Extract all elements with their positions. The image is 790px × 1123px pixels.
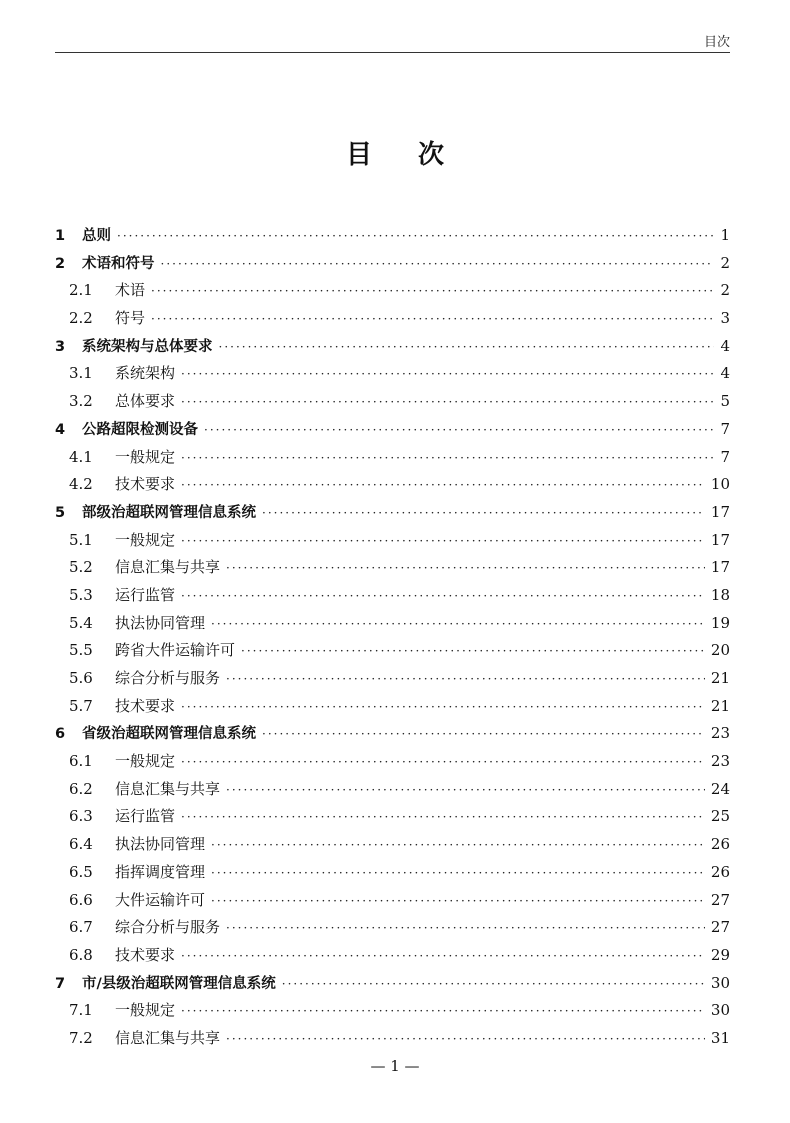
toc-entry-number: 7 <box>55 975 66 992</box>
dot-leader <box>181 528 705 556</box>
toc-entry-page: 25 <box>710 807 730 826</box>
toc-entry-page: 19 <box>710 613 730 632</box>
toc-entry-title: 信息汇集与共享 <box>115 1028 221 1047</box>
dot-leader <box>181 445 714 473</box>
toc-entry-title: 一般规定 <box>115 752 176 771</box>
toc-entry-page: 7 <box>720 447 730 466</box>
table-of-contents <box>55 222 730 1053</box>
toc-section-entry[interactable] <box>55 665 730 693</box>
dot-leader <box>204 417 714 445</box>
toc-section-entry[interactable] <box>55 527 730 555</box>
dot-leader <box>181 694 705 722</box>
toc-entry-title: 执法协同管理 <box>115 835 206 854</box>
toc-entry-number: 4 <box>55 421 66 438</box>
toc-entry-title: 一般规定 <box>115 530 176 549</box>
toc-entry-number: 3 <box>55 338 66 355</box>
toc-section-entry[interactable] <box>55 471 730 499</box>
toc-chapter-entry[interactable] <box>55 970 730 998</box>
toc-entry-title: 指挥调度管理 <box>115 862 206 881</box>
toc-entry-page: 23 <box>710 724 730 743</box>
toc-entry-page: 20 <box>710 641 730 660</box>
toc-section-entry[interactable] <box>55 887 730 915</box>
toc-entry-number: 4.1 <box>69 447 93 466</box>
dot-leader <box>282 971 705 999</box>
dot-leader <box>161 251 715 279</box>
toc-entry-page: 21 <box>710 696 730 715</box>
toc-entry-number: 6.5 <box>69 862 93 881</box>
toc-entry-number: 4.2 <box>69 475 93 494</box>
toc-entry-number: 5.7 <box>69 696 93 715</box>
dot-leader <box>226 555 705 583</box>
toc-entry-title: 公路超限检测设备 <box>82 421 198 438</box>
toc-entry-page: 27 <box>710 890 730 909</box>
toc-entry-page: 26 <box>710 835 730 854</box>
toc-entry-number: 5.6 <box>69 669 93 687</box>
dot-leader <box>181 943 705 971</box>
toc-entry-number: 2.2 <box>69 309 93 328</box>
dot-leader <box>211 611 705 639</box>
toc-entry-page: 17 <box>710 502 730 521</box>
toc-section-entry[interactable] <box>55 997 730 1025</box>
toc-chapter-entry[interactable] <box>55 720 730 748</box>
toc-entry-number: 5.1 <box>69 530 93 549</box>
toc-entry-page: 30 <box>710 1001 730 1020</box>
toc-entry-title: 术语 <box>115 281 146 300</box>
toc-section-entry[interactable] <box>55 277 730 305</box>
dot-leader <box>181 389 714 417</box>
dot-leader <box>151 306 714 334</box>
toc-section-entry[interactable] <box>55 610 730 638</box>
toc-entry-number: 1 <box>55 228 66 244</box>
toc-entry-page: 21 <box>710 669 730 687</box>
dot-leader <box>211 860 705 888</box>
toc-entry-title: 系统架构 <box>115 364 176 383</box>
toc-entry-page: 29 <box>710 945 730 964</box>
toc-entry-page: 5 <box>720 392 730 411</box>
dot-leader <box>181 583 705 611</box>
dot-leader <box>262 721 705 749</box>
toc-section-entry[interactable] <box>55 360 730 388</box>
toc-entry-page: 4 <box>720 336 730 355</box>
dot-leader <box>211 832 705 860</box>
page-number: — 1 — <box>370 1057 420 1075</box>
toc-section-entry[interactable] <box>55 444 730 472</box>
toc-entry-number: 5 <box>55 504 66 521</box>
toc-entry-title: 市/县级治超联网管理信息系统 <box>82 975 276 992</box>
toc-section-entry[interactable] <box>55 914 730 942</box>
toc-entry-title: 运行监管 <box>115 585 176 604</box>
toc-section-entry[interactable] <box>55 1025 730 1053</box>
dot-leader <box>181 998 705 1026</box>
toc-chapter-entry[interactable] <box>55 416 730 444</box>
toc-section-entry[interactable] <box>55 305 730 333</box>
toc-entry-number: 6.8 <box>69 945 93 964</box>
toc-entry-number: 3.2 <box>69 392 93 411</box>
toc-entry-page: 10 <box>710 475 730 494</box>
toc-entry-title: 符号 <box>115 309 146 328</box>
toc-entry-number: 6.4 <box>69 835 93 854</box>
toc-entry-title: 技术要求 <box>115 475 176 494</box>
dot-leader <box>226 777 705 805</box>
toc-section-entry[interactable] <box>55 582 730 610</box>
toc-entry-page: 31 <box>710 1028 730 1047</box>
toc-entry-title: 跨省大件运输许可 <box>115 641 236 660</box>
toc-entry-page: 26 <box>710 862 730 881</box>
dot-leader <box>151 278 714 306</box>
toc-entry-title: 系统架构与总体要求 <box>82 338 213 355</box>
toc-entry-number: 6.3 <box>69 807 93 826</box>
toc-entry-page: 17 <box>710 558 730 577</box>
header-rule <box>55 52 730 53</box>
toc-entry-title: 总体要求 <box>115 392 176 411</box>
toc-entry-number: 2.1 <box>69 281 93 300</box>
dot-leader <box>181 749 705 777</box>
toc-entry-number: 5.2 <box>69 558 93 577</box>
toc-section-entry[interactable] <box>55 637 730 665</box>
toc-entry-title: 综合分析与服务 <box>115 918 221 937</box>
dot-leader <box>181 361 714 389</box>
page-title: 目次 <box>345 140 490 170</box>
toc-section-entry[interactable] <box>55 831 730 859</box>
toc-chapter-entry[interactable] <box>55 333 730 361</box>
toc-entry-page: 17 <box>710 530 730 549</box>
dot-leader <box>219 334 715 362</box>
toc-entry-number: 6.2 <box>69 779 93 798</box>
running-header: 目次 <box>703 35 730 50</box>
dot-leader <box>226 666 705 694</box>
toc-entry-number: 6 <box>55 726 66 743</box>
toc-entry-title: 执法协同管理 <box>115 613 206 632</box>
toc-entry-page: 2 <box>720 253 730 272</box>
toc-chapter-entry[interactable] <box>55 250 730 278</box>
toc-entry-number: 7.2 <box>69 1028 93 1047</box>
toc-entry-title: 一般规定 <box>115 1001 176 1020</box>
toc-entry-page: 2 <box>720 281 730 300</box>
toc-entry-page: 23 <box>710 752 730 771</box>
toc-section-entry[interactable] <box>55 776 730 804</box>
dot-leader <box>226 1026 705 1054</box>
toc-chapter-entry[interactable] <box>55 499 730 527</box>
toc-entry-title: 部级治超联网管理信息系统 <box>82 504 256 521</box>
toc-entry-page: 27 <box>710 918 730 937</box>
toc-entry-title: 大件运输许可 <box>115 890 206 909</box>
toc-entry-number: 6.1 <box>69 752 93 771</box>
toc-entry-title: 总则 <box>82 228 111 244</box>
dot-leader <box>241 638 705 666</box>
dot-leader <box>211 888 705 916</box>
toc-entry-title: 一般规定 <box>115 447 176 466</box>
toc-entry-page: 24 <box>710 779 730 798</box>
toc-entry-page: 7 <box>720 419 730 438</box>
toc-entry-title: 信息汇集与共享 <box>115 779 221 798</box>
toc-entry-number: 2 <box>55 255 66 272</box>
toc-section-entry[interactable] <box>55 693 730 721</box>
toc-entry-page: 30 <box>710 973 730 992</box>
toc-entry-page: 4 <box>720 364 730 383</box>
toc-entry-page: 18 <box>710 585 730 604</box>
dot-leader <box>181 804 705 832</box>
toc-section-entry[interactable] <box>55 942 730 970</box>
toc-entry-title: 技术要求 <box>115 696 176 715</box>
toc-entry-number: 5.5 <box>69 641 93 660</box>
toc-entry-number: 5.3 <box>69 585 93 604</box>
toc-section-entry[interactable] <box>55 554 730 582</box>
toc-section-entry[interactable] <box>55 388 730 416</box>
toc-section-entry[interactable] <box>55 803 730 831</box>
toc-entry-title: 省级治超联网管理信息系统 <box>82 726 256 743</box>
dot-leader <box>226 915 705 943</box>
dot-leader <box>181 472 705 500</box>
toc-section-entry[interactable] <box>55 859 730 887</box>
toc-entry-number: 6.6 <box>69 890 93 909</box>
toc-entry-number: 3.1 <box>69 364 93 383</box>
toc-entry-title: 运行监管 <box>115 807 176 826</box>
dot-leader <box>117 223 714 251</box>
toc-entry-title: 信息汇集与共享 <box>115 558 221 577</box>
toc-entry-number: 6.7 <box>69 918 93 937</box>
toc-entry-number: 5.4 <box>69 613 93 632</box>
toc-entry-title: 综合分析与服务 <box>115 669 221 687</box>
toc-entry-page: 3 <box>720 309 730 328</box>
dot-leader <box>262 500 705 528</box>
toc-entry-title: 术语和符号 <box>82 255 155 272</box>
toc-section-entry[interactable] <box>55 748 730 776</box>
toc-entry-page: 1 <box>720 226 730 244</box>
toc-entry-number: 7.1 <box>69 1001 93 1020</box>
toc-entry-title: 技术要求 <box>115 945 176 964</box>
toc-chapter-entry[interactable] <box>55 222 730 250</box>
